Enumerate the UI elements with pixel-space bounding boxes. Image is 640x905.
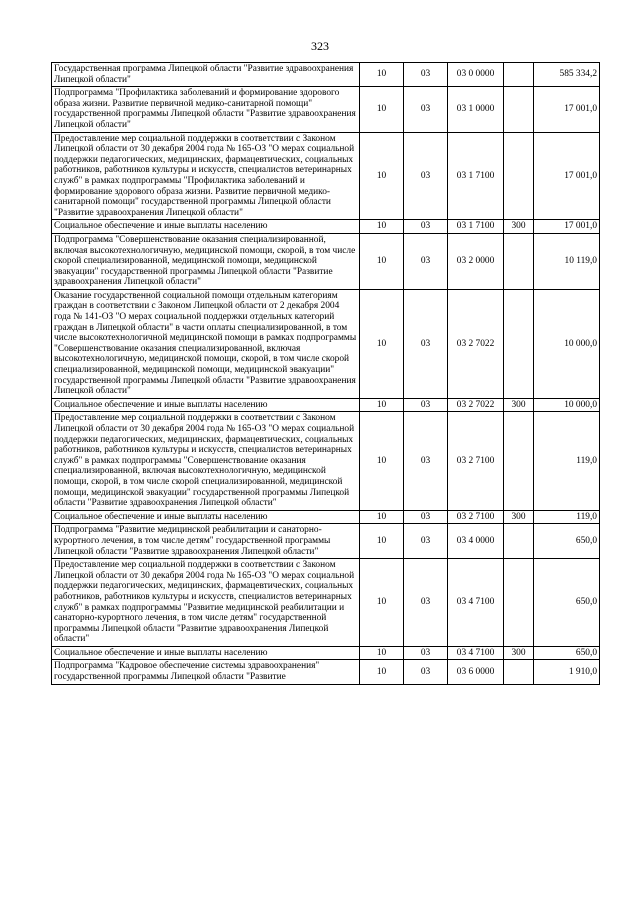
- row-amount: 650,0: [534, 524, 600, 559]
- row-subsection: 03: [404, 289, 448, 398]
- table-row: [52, 510, 600, 524]
- row-section: 10: [360, 646, 404, 660]
- row-expense-kind: [504, 660, 534, 684]
- row-section: 10: [360, 220, 404, 234]
- row-expense-kind: [504, 524, 534, 559]
- table-row: [52, 646, 600, 660]
- row-subsection: 03: [404, 87, 448, 132]
- page-number: 323: [311, 39, 329, 53]
- table-row: [52, 63, 600, 87]
- row-target-article: 03 2 7022: [448, 289, 504, 398]
- row-target-article: 03 4 7100: [448, 559, 504, 647]
- budget-table-body: [52, 63, 600, 685]
- row-name: Социальное обеспечение и иные выплаты населению: [52, 646, 360, 660]
- row-expense-kind: 300: [504, 220, 534, 234]
- table-row: [52, 524, 600, 559]
- row-amount: 650,0: [534, 559, 600, 647]
- row-subsection: 03: [404, 559, 448, 647]
- row-subsection: 03: [404, 646, 448, 660]
- row-name: Социальное обеспечение и иные выплаты населению: [52, 510, 360, 524]
- row-subsection: 03: [404, 233, 448, 289]
- row-name: Предоставление мер социальной поддержки в соответствии с Законом Липецкой области от 30 декабря 2004 года № 165-ОЗ "О мерах социальной поддержки педагогических, медицинских, фармацевтических, социальных работников, работников культуры и искусств, специалистов ветеринарных служб" в рамках подпрограммы "Развитие медицинской реабилитации и санаторно-курортного лечения, в том числе детям" государственной программы Липецкой области "Развитие здравоохранения Липецкой области": [52, 559, 360, 647]
- row-amount: 119,0: [534, 510, 600, 524]
- row-section: 10: [360, 132, 404, 220]
- row-section: 10: [360, 559, 404, 647]
- table-row: [52, 289, 600, 398]
- table-row: [52, 412, 600, 510]
- table-row: [52, 87, 600, 132]
- row-name: Подпрограмма "Профилактика заболеваний и формирование здорового образа жизни. Развитие первичной медико-санитарной помощи" государственной программы Липецкой области "Развитие здравоохранения Липецкой области": [52, 87, 360, 132]
- row-target-article: 03 1 7100: [448, 220, 504, 234]
- row-target-article: 03 1 7100: [448, 132, 504, 220]
- budget-table: [51, 62, 600, 685]
- row-target-article: 03 2 7100: [448, 510, 504, 524]
- row-amount: 17 001,0: [534, 132, 600, 220]
- row-target-article: 03 6 0000: [448, 660, 504, 684]
- row-amount: 650,0: [534, 646, 600, 660]
- row-amount: 1 910,0: [534, 660, 600, 684]
- row-expense-kind: [504, 87, 534, 132]
- row-amount: 10 000,0: [534, 289, 600, 398]
- row-name: Предоставление мер социальной поддержки в соответствии с Законом Липецкой области от 30 декабря 2004 года № 165-ОЗ "О мерах социальной поддержки педагогических, медицинских, фармацевтических, социальных работников, работников культуры и искусств, специалистов ветеринарных служб" в рамках подпрограммы "Профилактика заболеваний и формирование здорового образа жизни. Развитие первичной медико-санитарной помощи" государственной программы Липецкой области "Развитие здравоохранения Липецкой области": [52, 132, 360, 220]
- row-section: 10: [360, 233, 404, 289]
- row-amount: 17 001,0: [534, 87, 600, 132]
- row-subsection: 03: [404, 132, 448, 220]
- table-row: [52, 132, 600, 220]
- row-section: 10: [360, 87, 404, 132]
- row-subsection: 03: [404, 63, 448, 87]
- row-subsection: 03: [404, 220, 448, 234]
- row-section: 10: [360, 63, 404, 87]
- row-subsection: 03: [404, 510, 448, 524]
- row-expense-kind: [504, 289, 534, 398]
- row-expense-kind: [504, 412, 534, 510]
- row-amount: 119,0: [534, 412, 600, 510]
- row-expense-kind: [504, 63, 534, 87]
- row-name: Подпрограмма "Совершенствование оказания специализированной, включая высокотехнологичную, медицинской помощи, скорой, в том числе скорой специализированной, медицинской помощи, медицинской эвакуации" государственной программы Липецкой области "Развитие здравоохранения Липецкой области": [52, 233, 360, 289]
- table-row: [52, 660, 600, 684]
- row-amount: 10 000,0: [534, 398, 600, 412]
- row-subsection: 03: [404, 524, 448, 559]
- row-target-article: 03 2 7022: [448, 398, 504, 412]
- row-name: Подпрограмма "Развитие медицинской реабилитации и санаторно-курортного лечения, в том числе детям" государственной программы Липецкой области "Развитие здравоохранения Липецкой области": [52, 524, 360, 559]
- row-expense-kind: 300: [504, 398, 534, 412]
- row-name: Социальное обеспечение и иные выплаты населению: [52, 398, 360, 412]
- row-name: Подпрограмма "Кадровое обеспечение системы здравоохранения" государственной программы Липецкой области "Развитие: [52, 660, 360, 684]
- row-section: 10: [360, 412, 404, 510]
- row-subsection: 03: [404, 412, 448, 510]
- row-amount: 585 334,2: [534, 63, 600, 87]
- row-target-article: 03 4 7100: [448, 646, 504, 660]
- row-amount: 17 001,0: [534, 220, 600, 234]
- row-name: Государственная программа Липецкой области "Развитие здравоохранения Липецкой области": [52, 63, 360, 87]
- row-amount: 10 119,0: [534, 233, 600, 289]
- row-name: Предоставление мер социальной поддержки в соответствии с Законом Липецкой области от 30 декабря 2004 года № 165-ОЗ "О мерах социальной поддержки педагогических, медицинских, фармацевтических, социальных работников, работников культуры и искусств, специалистов ветеринарных служб" в рамках подпрограммы "Совершенствование оказания специализированной, включая высокотехнологичную, медицинской помощи, скорой, в том числе скорой специализированной, медицинской помощи, медицинской эвакуации" государственной программы Липецкой области "Развитие здравоохранения Липецкой области": [52, 412, 360, 510]
- row-subsection: 03: [404, 660, 448, 684]
- table-row: [52, 398, 600, 412]
- row-name: Социальное обеспечение и иные выплаты населению: [52, 220, 360, 234]
- row-section: 10: [360, 660, 404, 684]
- row-expense-kind: [504, 233, 534, 289]
- row-expense-kind: [504, 132, 534, 220]
- row-name: Оказание государственной социальной помощи отдельным категориям граждан в соответствии с Законом Липецкой области от 2 декабря 2004 года № 141-ОЗ "О мерах социальной поддержки отдельных категорий граждан в Липецкой области" в части оплаты специализированной, в том числе высокотехнологичной медицинской помощи в рамках подпрограммы "Совершенствование оказания специализированной, включая высокотехнологичную, медицинской помощи, скорой, в том числе скорой специализированной, медицинской помощи, медицинской эвакуации" государственной программы Липецкой области "Развитие здравоохранения Липецкой области": [52, 289, 360, 398]
- row-section: 10: [360, 398, 404, 412]
- row-target-article: 03 2 0000: [448, 233, 504, 289]
- row-expense-kind: [504, 559, 534, 647]
- row-expense-kind: 300: [504, 646, 534, 660]
- row-target-article: 03 1 0000: [448, 87, 504, 132]
- row-target-article: 03 2 7100: [448, 412, 504, 510]
- row-section: 10: [360, 524, 404, 559]
- table-row: [52, 220, 600, 234]
- row-section: 10: [360, 510, 404, 524]
- table-row: [52, 559, 600, 647]
- row-target-article: 03 4 0000: [448, 524, 504, 559]
- row-target-article: 03 0 0000: [448, 63, 504, 87]
- table-row: [52, 233, 600, 289]
- row-subsection: 03: [404, 398, 448, 412]
- row-section: 10: [360, 289, 404, 398]
- row-expense-kind: 300: [504, 510, 534, 524]
